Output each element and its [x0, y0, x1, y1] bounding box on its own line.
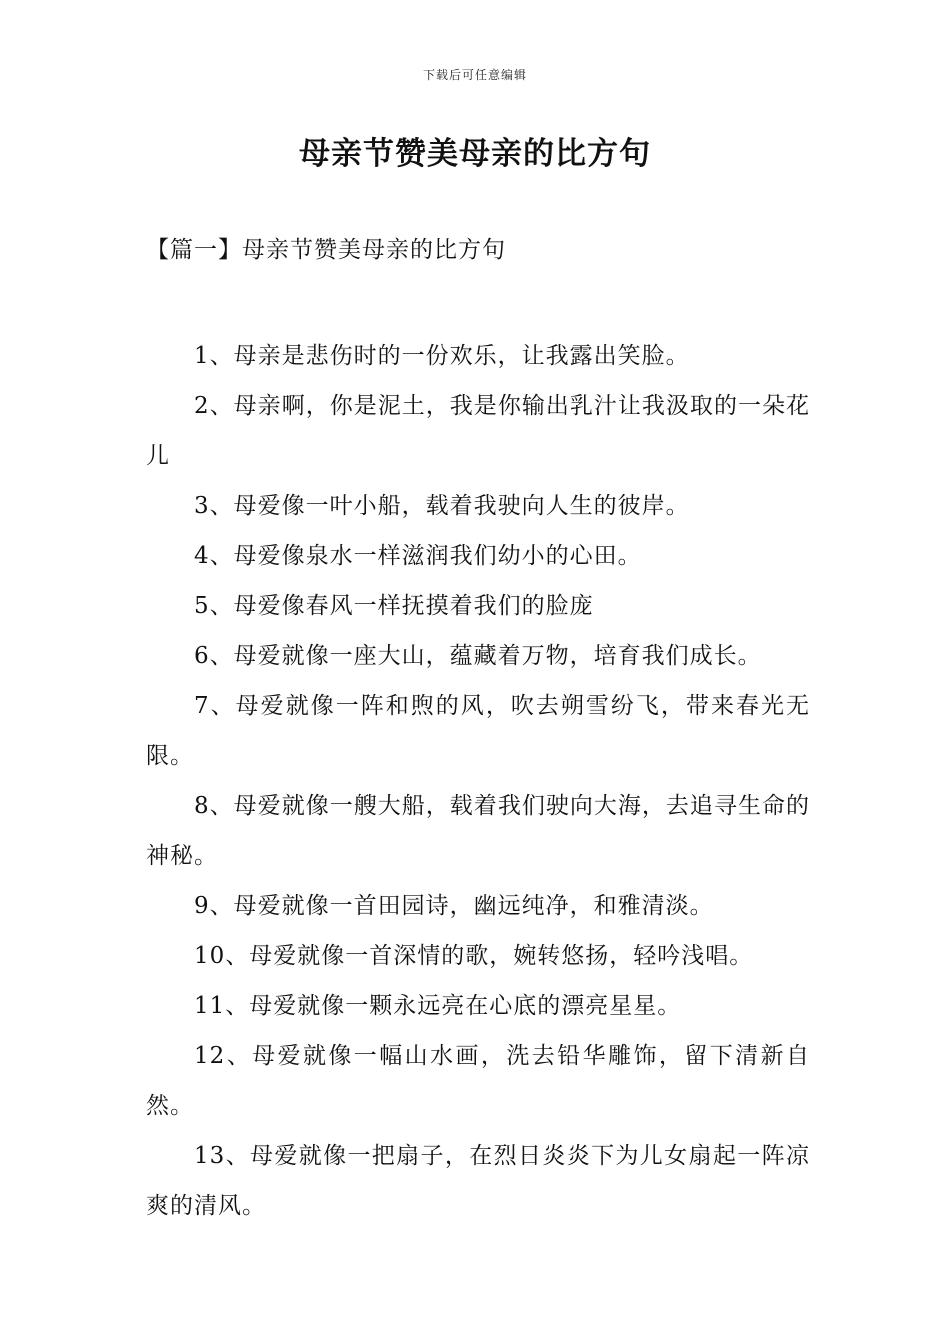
list-item: 5、母爱像春风一样抚摸着我们的脸庞 [194, 593, 594, 619]
list-item: 11、母爱就像一颗永远亮在心底的漂亮星星。 [194, 993, 682, 1019]
document-title: 母亲节赞美母亲的比方句 [299, 136, 651, 172]
list-item: 8、母爱就像一艘大船，载着我们驶向大海，去追寻生命的神秘。 [146, 793, 810, 869]
list-item: 4、母爱像泉水一样滋润我们幼小的心田。 [194, 543, 642, 569]
list-item: 3、母爱像一叶小船，载着我驶向人生的彼岸。 [194, 493, 690, 519]
list-item: 7、母爱就像一阵和煦的风，吹去朔雪纷飞，带来春光无限。 [146, 693, 810, 769]
list-item: 6、母爱就像一座大山，蕴藏着万物，培育我们成长。 [194, 643, 762, 669]
simile-list [146, 331, 810, 1231]
list-item: 1、母亲是悲伤时的一份欢乐，让我露出笑脸。 [194, 343, 690, 369]
section-heading: 【篇一】母亲节赞美母亲的比方句 [146, 237, 506, 263]
header-note: 下载后可任意编辑 [422, 68, 527, 82]
list-item: 13、母爱就像一把扇子，在烈日炎炎下为儿女扇起一阵凉爽的清风。 [146, 1143, 810, 1219]
list-item: 9、母爱就像一首田园诗，幽远纯净，和雅清淡。 [194, 893, 714, 919]
list-item: 10、母爱就像一首深情的歌，婉转悠扬，轻吟浅唱。 [194, 943, 754, 969]
list-item: 2、母亲啊，你是泥土，我是你输出乳汁让我汲取的一朵花儿 [146, 393, 810, 469]
list-item: 12、母爱就像一幅山水画，洗去铅华雕饰，留下清新自然。 [146, 1043, 810, 1119]
